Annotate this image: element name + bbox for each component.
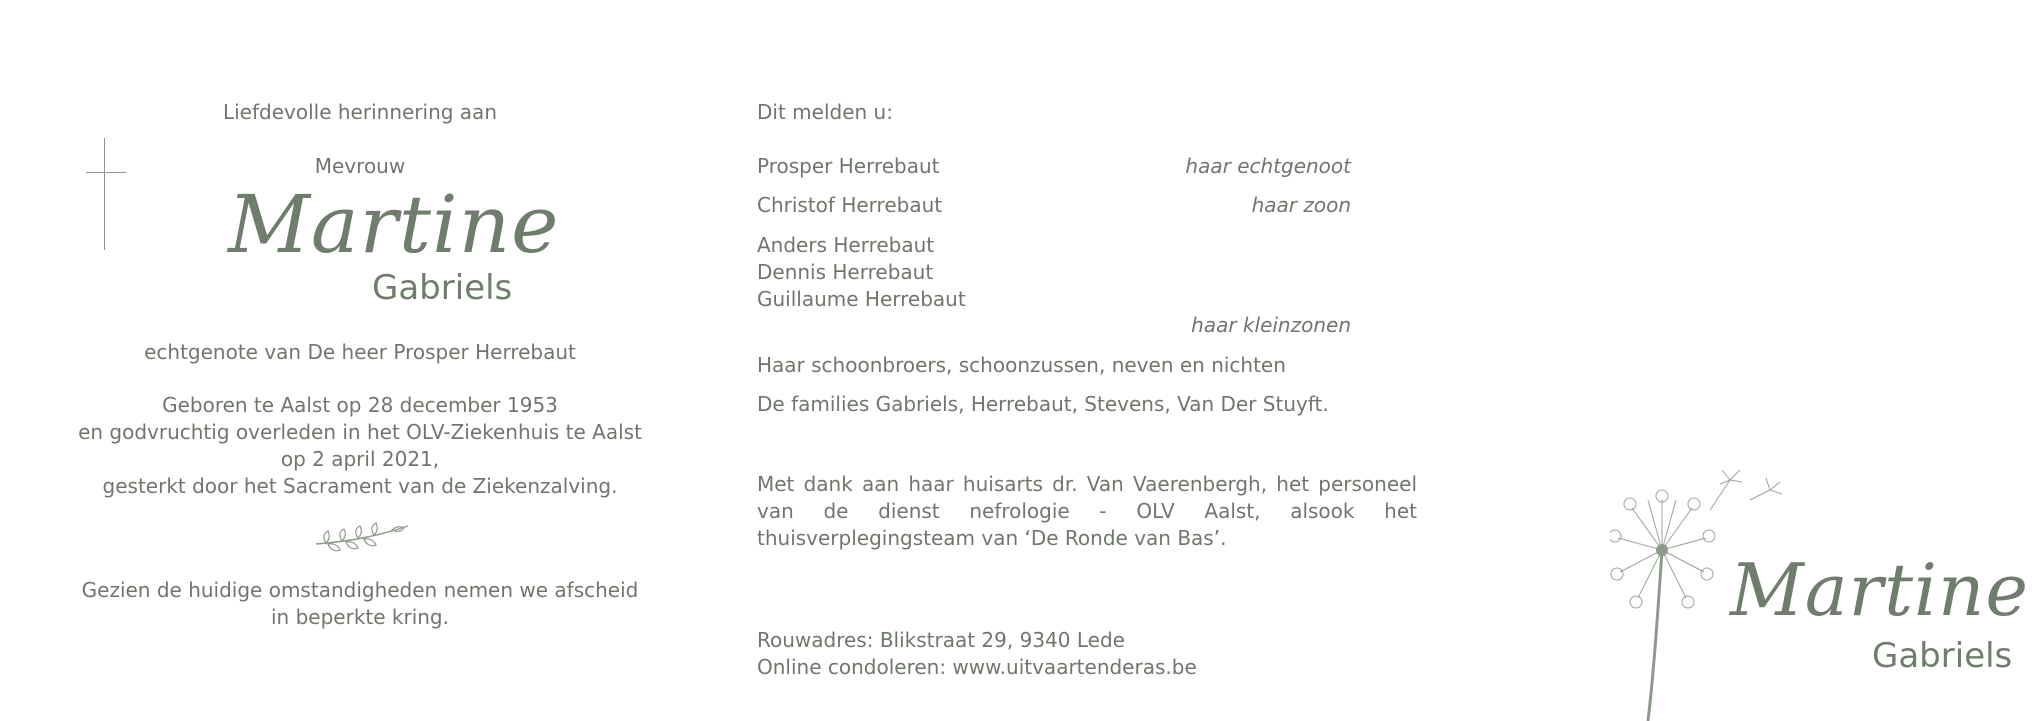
family-member-role: haar zoon (1251, 193, 1351, 217)
right-panel (1560, 0, 2034, 721)
thanks-paragraph: Met dank aan haar huisarts dr. Van Vaerenbergh, het personeel van de dienst nefrologie - OLV Aalst, alsook het thuisverplegingsteam van ‘De Ronde van Bas’. (757, 472, 1417, 550)
closing-line: Gezien de huidige omstandigheden nemen we afscheid (81, 578, 639, 602)
grandson-name: Dennis Herrebaut (757, 260, 934, 284)
family-member-name: Christof Herrebaut (757, 193, 943, 217)
spouse-line: echtgenote van De heer Prosper Herrebaut (144, 340, 576, 364)
title-text: Mevrouw (314, 154, 406, 178)
life-line: Geboren te Aalst op 28 december 1953 (162, 393, 558, 417)
family-member-role: haar echtgenoot (1185, 154, 1351, 178)
online-condolences: Online condoleren: www.uitvaartenderas.be (757, 655, 1197, 679)
left-panel (60, 0, 660, 721)
leaf-branch-icon (312, 520, 412, 552)
grandsons-role: haar kleinzonen (1191, 313, 1351, 337)
announcement-intro: Dit melden u: (757, 100, 893, 124)
family-member-name: Prosper Herrebaut (757, 154, 940, 178)
deceased-first-name: Martine (228, 178, 560, 271)
deceased-last-name: Gabriels (372, 268, 513, 308)
intro-text: Liefdevolle herinnering aan (222, 100, 497, 124)
mourning-address: Rouwadres: Blikstraat 29, 9340 Lede (757, 628, 1125, 652)
dandelion-first-name: Martine (1730, 548, 2030, 632)
grandson-name: Anders Herrebaut (757, 233, 935, 257)
life-line: op 2 april 2021, (280, 447, 440, 471)
life-line: en godvruchtig overleden in het OLV-Ziekenhuis te Aalst (78, 420, 642, 444)
closing-line: in beperkte kring. (271, 605, 449, 629)
grandson-name: Guillaume Herrebaut (757, 287, 966, 311)
middle-panel (757, 0, 1417, 721)
relatives-line: Haar schoonbroers, schoonzussen, neven en nichten (757, 353, 1286, 377)
families-line: De families Gabriels, Herrebaut, Stevens, Van Der Stuyft. (757, 392, 1329, 416)
dandelion-last-name: Gabriels (1872, 636, 2013, 676)
life-line: gesterkt door het Sacrament van de Ziekenzalving. (102, 474, 618, 498)
